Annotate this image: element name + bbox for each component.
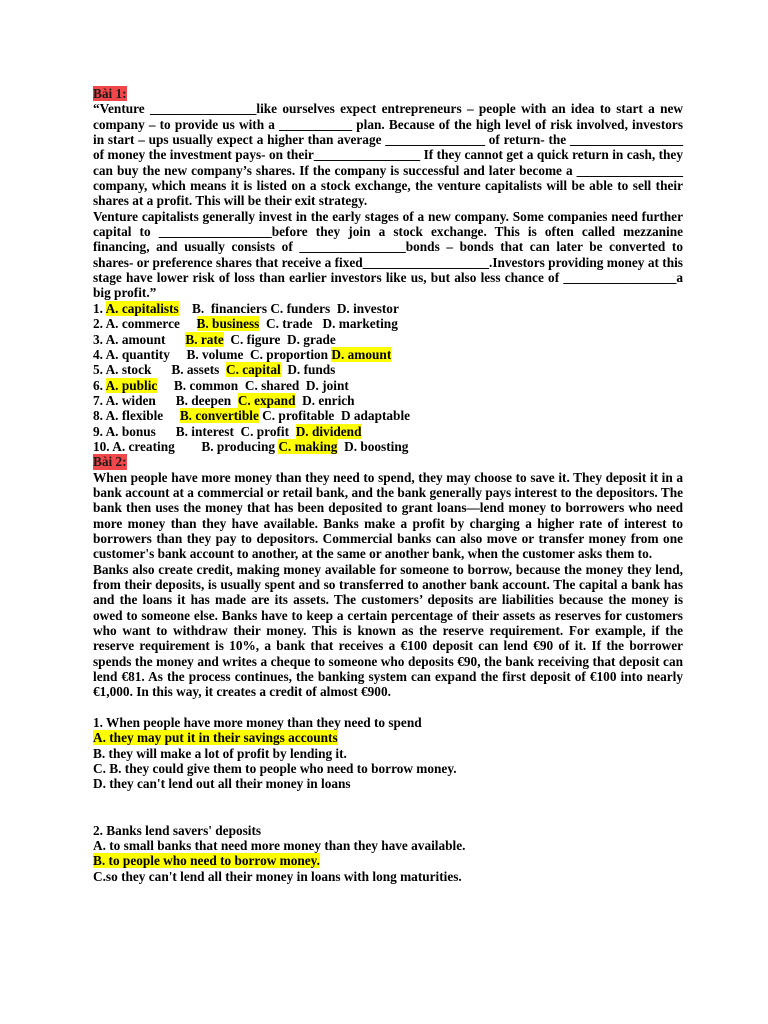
answer-option: A. stock B. assets	[105, 362, 226, 378]
answer-option: C. trade D. marketing	[259, 316, 398, 332]
vocab-question-1	[93, 301, 683, 316]
answer-option: C. profitable D adaptable	[258, 408, 411, 424]
vocab-question-4	[93, 347, 683, 362]
vocab-question-8	[93, 408, 683, 423]
vocab-question-7	[93, 393, 683, 408]
question-number: 2.	[93, 316, 106, 332]
answer-option: B. financiers	[178, 300, 267, 316]
question-number: 10.	[93, 438, 113, 454]
section2-paragraph1: When people have more money than they need to spend, they may choose to save it. They deposit it in a bank account at a commercial or retail bank, and the bank generally pays interest to the depositors. The bank then uses the money that has been deposited to grant loans—lend money to borrowers who need more money than they have available. Banks make a profit by charging a higher rate of interest to borrowers than they pay to depositors. Commercial banks can also move or transfer money from one customer's bank account to another, at the same or another bank, when the customer asks them to.	[93, 469, 683, 562]
answer-option: A. widen B. deepen	[105, 392, 238, 408]
answer-option: A. bonus B. interest C. profit	[105, 423, 296, 439]
answer-option: B. common C. shared D. joint	[157, 377, 349, 393]
question-number: 6.	[93, 377, 106, 393]
answer-option: A. quantity B. volume C. proportion	[105, 346, 332, 362]
question-number: 7.	[93, 392, 106, 408]
answer-option-selected: B. business	[196, 316, 260, 332]
section1-paragraph2: Venture capitalists generally invest in the early stages of a new company. Some companies need further capital to _________________before they join a stock exchange. This is often called mezzanine financing, and usually consists of ________________bonds – bonds that can later be converted to shares- or preference shares that receive a fixed___________________.Investors providing money at this stage have lower risk of loss than earlier investors like us, but also less chance of _________________a big profit.”	[93, 208, 683, 301]
answer-option: A. amount	[105, 331, 186, 347]
answer-option: D. funds	[280, 362, 336, 378]
vocab-question-5	[93, 362, 683, 377]
answer-option-selected: B. convertible	[179, 408, 259, 424]
answer-option: C. figure D. grade	[223, 331, 336, 347]
answer-option: D. boosting	[337, 438, 409, 454]
comprehension-question-2	[93, 823, 683, 884]
vocab-question-10	[93, 439, 683, 454]
question-number: 5.	[93, 362, 106, 378]
answer-option-c: C.so they can't lend all their money in loans with long maturities.	[93, 868, 462, 884]
answer-option-selected: D. amount	[331, 346, 392, 362]
answer-option-d: D. they can't lend out all their money in loans	[93, 776, 351, 792]
answer-option-a: A. to small banks that need more money than they have available.	[93, 837, 466, 853]
vocab-question-9	[93, 424, 683, 439]
answer-option-selected: D. dividend	[295, 423, 362, 439]
section2-paragraph2: Banks also create credit, making money available for someone to borrow, because the money they lend, from their deposits, is usually spent and so transferred to another bank account. The capital a bank has and the loans it has made are its assets. The customers’ deposits are liabilities because the money is owed to someone else. Banks have to keep a certain percentage of their assets as reserves for customers who want to withdraw their money. This is known as the reserve requirement. For example, if the reserve requirement is 10%, a bank that receives a €100 deposit can lend €90 of it. If the borrower spends the money and writes a cheque to someone who deposits €90, the bank receiving that deposit can lend €81. As the process continues, the banking system can expand the first deposit of €100 into nearly €1,000. In this way, it creates a credit of almost €900.	[93, 561, 683, 700]
answer-option: C. funders D. investor	[267, 300, 399, 316]
answer-option-a-selected: A. they may put it in their savings accounts	[93, 730, 338, 746]
answer-option: A. commerce	[105, 316, 197, 332]
section2-heading: Bài 2:	[93, 454, 127, 470]
question-list	[93, 301, 683, 454]
answer-option-b: B. they will make a lot of profit by lending it.	[93, 745, 347, 761]
answer-option: A. flexible	[105, 408, 180, 424]
answer-option-selected: C. making	[278, 438, 338, 454]
question-number: 4.	[93, 346, 106, 362]
answer-option-selected: C. expand	[237, 392, 296, 408]
question-stem: 2. Banks lend savers' deposits	[93, 822, 262, 838]
question-number: 3.	[93, 331, 106, 347]
section1-heading: Bài 1:	[93, 86, 127, 101]
document-page	[93, 86, 683, 884]
question-number: 1.	[93, 300, 106, 316]
comprehension-question-1	[93, 715, 683, 792]
vocab-question-6	[93, 378, 683, 393]
answer-option-selected: A. public	[105, 377, 158, 393]
vocab-question-3	[93, 332, 683, 347]
answer-option: D. enrich	[295, 392, 355, 408]
answer-option: A. creating B. producing	[112, 438, 279, 454]
answer-option-selected: B. rate	[185, 331, 224, 347]
section1-paragraph1: “Venture ________________like ourselves expect entrepreneurs – people with an idea to start a new company – to provide us with a ___________ plan. Because of the high level of risk involved, investors in start – ups usually expect a higher than average _______________ of return- the _________________ of money the investment pays- on their________________ If they cannot get a quick return in cash, they can buy the new company’s shares. If the company is successful and later become a ________________ company, which means it is listed on a stock exchange, the venture capitalists will be able to sell their shares at a profit. This will be their exit strategy.	[93, 101, 683, 209]
question-stem: 1. When people have more money than they need to spend	[93, 715, 422, 731]
answer-option-selected: C. capital	[226, 362, 281, 378]
question-number: 9.	[93, 423, 106, 439]
answer-option-b-selected: B. to people who need to borrow money.	[93, 853, 320, 869]
vocab-question-2	[93, 316, 683, 331]
answer-option-c: C. B. they could give them to people who need to borrow money.	[93, 761, 457, 777]
question-number: 8.	[93, 408, 106, 424]
answer-option-selected: A. capitalists	[105, 300, 179, 316]
